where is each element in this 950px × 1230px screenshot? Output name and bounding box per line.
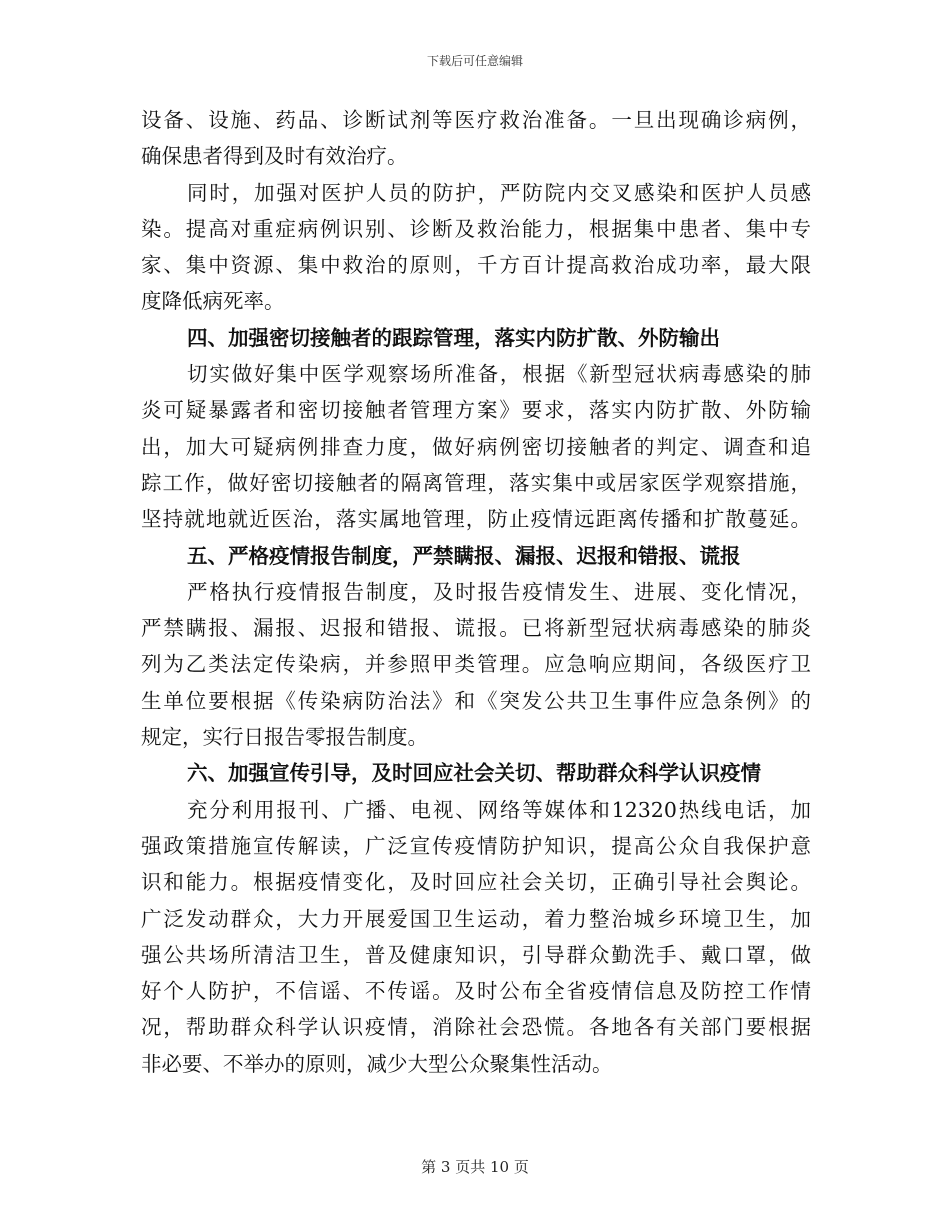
paragraph-line: 非必要、不举办的原则，减少大型公众聚集性活动。 <box>141 1051 613 1076</box>
paragraph-line: 规定，实行日报告零报告制度。 <box>141 725 428 750</box>
document-body <box>141 102 811 1082</box>
paragraph-line: 确保患者得到及时有效治疗。 <box>141 144 408 169</box>
paragraph-line: 同时，加强对医护人员的防护，严防院内交叉感染和医护人员感 <box>187 180 811 205</box>
paragraph-line: 家、集中资源、集中救治的原则，千方百计提高救治成功率，最大限 <box>141 253 811 278</box>
section-heading: 五、严格疫情报告制度，严禁瞒报、漏报、迟报和错报、谎报 <box>187 543 741 568</box>
page-header: 下载后可任意编辑 <box>426 54 523 68</box>
paragraph-line: 严格执行疫情报告制度，及时报告疫情发生、进展、变化情况， <box>187 579 811 604</box>
page-footer: 第 3 页共 10 页 <box>421 1158 529 1176</box>
paragraph-line: 染。提高对重症病例识别、诊断及救治能力，根据集中患者、集中专 <box>141 216 811 241</box>
paragraph-line: 设备、设施、药品、诊断试剂等医疗救治准备。一旦出现确诊病例， <box>141 108 811 132</box>
paragraph-line: 况，帮助群众科学认识疫情，消除社会恐慌。各地各有关部门要根据 <box>141 1015 811 1040</box>
section-heading: 六、加强宣传引导，及时回应社会关切、帮助群众科学认识疫情 <box>187 761 761 786</box>
paragraph-line: 好个人防护，不信谣、不传谣。及时公布全省疫情信息及防控工作情 <box>141 979 811 1004</box>
paragraph-line: 坚持就地就近医治，落实属地管理，防止疫情远距离传播和扩散蔓延。 <box>141 507 811 532</box>
paragraph-line: 生单位要根据《传染病防治法》和《突发公共卫生事件应急条例》的 <box>141 688 811 713</box>
paragraph-line: 列为乙类法定传染病，并参照甲类管理。应急响应期间，各级医疗卫 <box>141 652 811 677</box>
section-heading: 四、加强密切接触者的跟踪管理，落实内防扩散、外防输出 <box>187 325 720 350</box>
paragraph-line: 广泛发动群众，大力开展爱国卫生运动，着力整治城乡环境卫生，加 <box>141 906 811 931</box>
paragraph-line: 充分利用报刊、广播、电视、网络等媒体和12320热线电话，加 <box>187 797 811 822</box>
paragraph-line: 出，加大可疑病例排查力度，做好病例密切接触者的判定、调查和追 <box>141 434 811 459</box>
paragraph-line: 严禁瞒报、漏报、迟报和错报、谎报。已将新型冠状病毒感染的肺炎 <box>141 616 811 641</box>
paragraph-line: 度降低病死率。 <box>141 289 285 314</box>
paragraph-line: 切实做好集中医学观察场所准备，根据《新型冠状病毒感染的肺 <box>187 362 811 387</box>
paragraph-line: 强公共场所清洁卫生，普及健康知识，引导群众勤洗手、戴口罩，做 <box>141 942 811 967</box>
paragraph-line: 强政策措施宣传解读，广泛宣传疫情防护知识，提高公众自我保护意 <box>141 833 811 858</box>
paragraph-line: 炎可疑暴露者和密切接触者管理方案》要求，落实内防扩散、外防输 <box>141 398 811 423</box>
paragraph-line: 识和能力。根据疫情变化，及时回应社会关切，正确引导社会舆论。 <box>141 870 811 895</box>
paragraph-line: 踪工作，做好密切接触者的隔离管理，落实集中或居家医学观察措施， <box>141 470 811 495</box>
